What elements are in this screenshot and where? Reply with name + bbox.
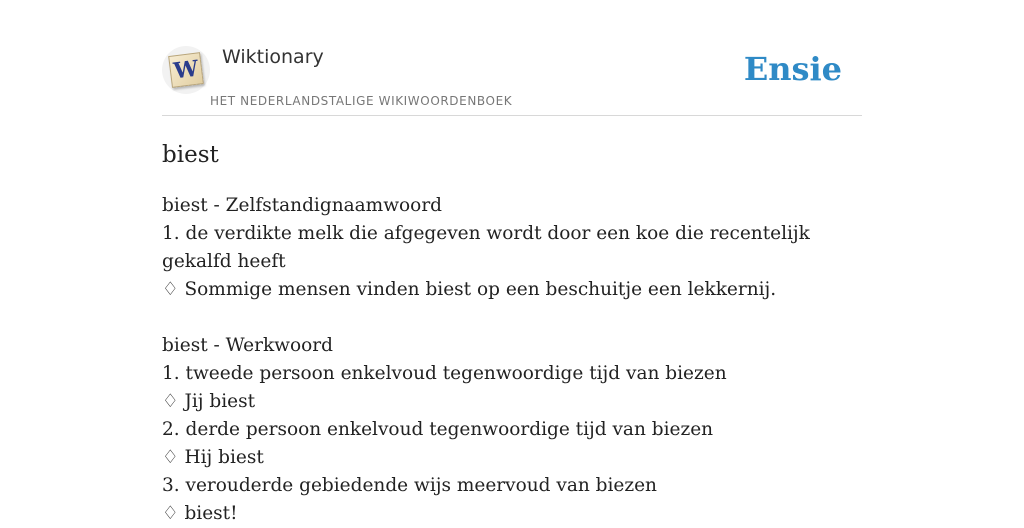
entry-noun [162,192,862,304]
site-name[interactable]: Wiktionary [222,46,324,68]
wiktionary-logo-icon[interactable] [162,46,210,94]
logo-tile: W [168,52,204,88]
entry-spacer [162,304,862,332]
entry-heading: biest - Werkwoord [162,335,333,356]
example-line: ♢ Sommige mensen vinden biest op een beschuitje een lekkernij. [162,279,777,300]
site-header [162,0,862,116]
entry-heading: biest - Zelfstandignaamwoord [162,195,443,216]
definition-line: 2. derde persoon enkelvoud tegenwoordige tijd van biezen [162,419,714,440]
site-tagline: HET NEDERLANDSTALIGE WIKIWOORDENBOEK [210,94,513,108]
example-line: ♢ Jij biest [162,391,256,412]
definition-line: 1. de verdikte melk die afgegeven wordt door een koe die recentelijk gekalfd heeft [162,223,810,272]
definition-line: 1. tweede persoon enkelvoud tegenwoordige tijd van biezen [162,363,727,384]
page-container [162,0,862,528]
page-title: biest [162,142,219,168]
entry-verb [162,332,862,528]
example-line: ♢ Hij biest [162,447,264,468]
example-line: ♢ biest! [162,503,238,524]
definition-line: 3. verouderde gebiedende wijs meervoud van biezen [162,475,657,496]
brand-link[interactable]: Ensie [743,50,842,88]
